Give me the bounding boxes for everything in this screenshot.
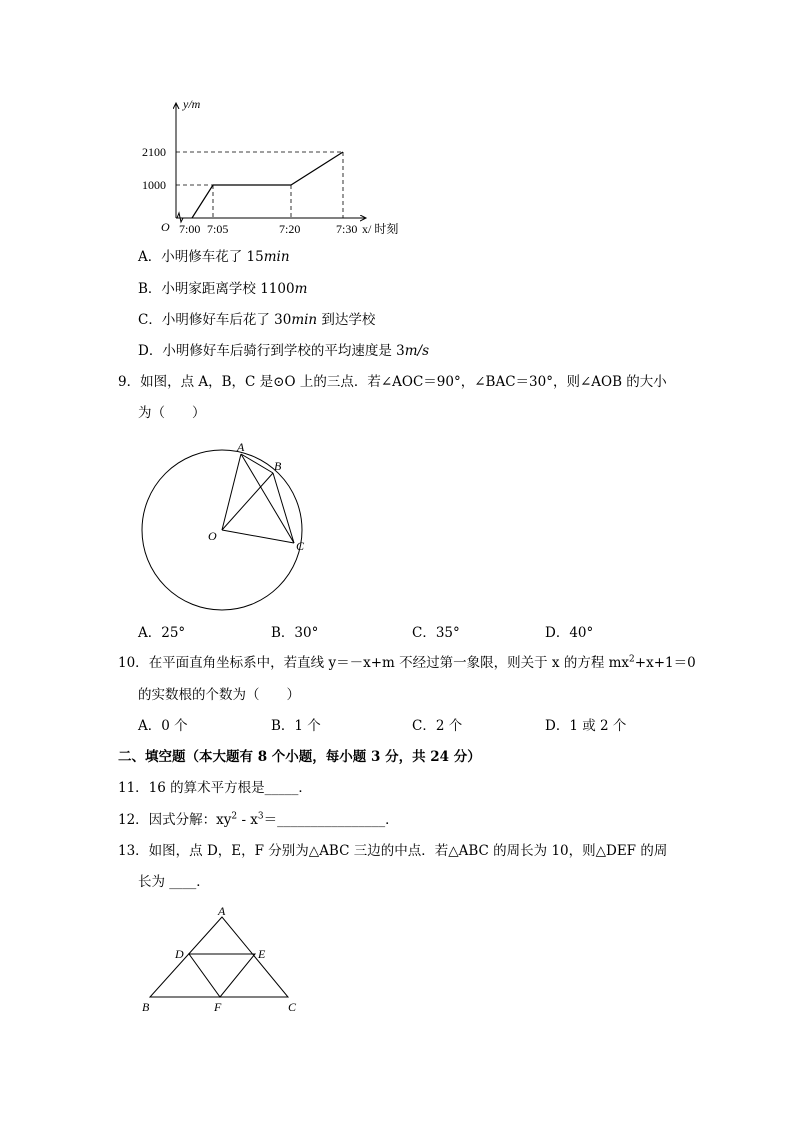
x-tick-720: 7:20 [279,222,301,236]
svg-text:O: O [208,529,217,543]
q8-option-c: C．小明修好车后花了 30min 到达学校 [138,312,376,328]
svg-text:C: C [288,1000,297,1014]
q9-option-b: B．30° [271,625,319,641]
x-tick-700: 7:00 [179,222,201,236]
q11-question: 11．16 的算术平方根是_____． [118,780,312,796]
svg-text:F: F [214,1000,222,1014]
q10-question-line1: 10．在平面直角坐标系中，若直线 y＝－x+m 不经过第一象限，则关于 x 的方程 $mx^2+x+1=0$ [118,654,696,671]
q10-question-line2: 的实数根的个数为（ ） [138,687,300,703]
triangle-abc [150,917,288,997]
q10-option-b: B．1 个 [271,718,321,734]
q9-question-line1: 9．如图，点 A，B，C 是⊙O 上的三点．若∠AOC＝90°，∠BAC＝30°，则∠AOB 的大小 [118,374,667,390]
x-tick-705: 7:05 [207,222,229,236]
q9-question-line2: 为（ ） [138,405,206,421]
svg-text:A: A [218,904,226,918]
svg-text:B: B [142,1000,150,1014]
svg-text:B: B [274,459,282,473]
q9-option-a: A．25° [138,625,186,641]
y-tick-1000: 1000 [142,178,166,192]
q12-answer-blank[interactable]: ________________ [277,812,386,828]
x-tick-730: 7:30 [336,222,358,236]
q9-option-d: D．40° [545,625,594,641]
y-axis-label: y/m [183,97,201,111]
origin-label: O [161,220,170,234]
triangle-figure [135,900,310,1020]
distance-time-graph [135,92,425,242]
q10-option-c: C．2 个 [412,718,463,734]
q13-question-line1: 13．如图，点 D，E，F 分别为△ABC 三边的中点．若△ABC 的周长为 10，则△DEF 的周 [118,843,668,859]
journey-line [192,152,343,218]
y-tick-2100: 2100 [142,145,166,159]
triangle-def [189,954,255,997]
q12-question: 12．因式分解：$xy^2$ - $x^3=\_\_\_\_\_\_\_\_\_\_\_\_\_\_\_\_$． [118,811,399,828]
svg-text:D: D [175,947,184,961]
x-axis-label: x/ 时刻 [362,222,399,236]
q13-answer-blank[interactable]: ____ [169,874,197,890]
section-2-title: 二、填空题（本大题有 8 个小题，每小题 3 分，共 24 分） [118,749,481,765]
svg-text:C: C [296,539,305,553]
q11-answer-blank[interactable]: _____ [264,780,299,796]
q10-option-d: D．1 或 2 个 [545,718,627,734]
q8-option-d: D．小明修好车后骑行到学校的平均速度是 3m/s [138,343,429,359]
q10-option-a: A．0 个 [138,718,188,734]
q9-option-c: C．35° [412,625,460,641]
q8-option-a: A．小明修车花了 15min [138,249,290,265]
q13-question-line2: 长为 ____． [138,874,210,890]
circle-figure [135,435,315,610]
svg-text:E: E [258,947,266,961]
q8-option-b: B．小明家距离学校 1100m [138,281,308,297]
svg-text:A: A [237,440,245,454]
